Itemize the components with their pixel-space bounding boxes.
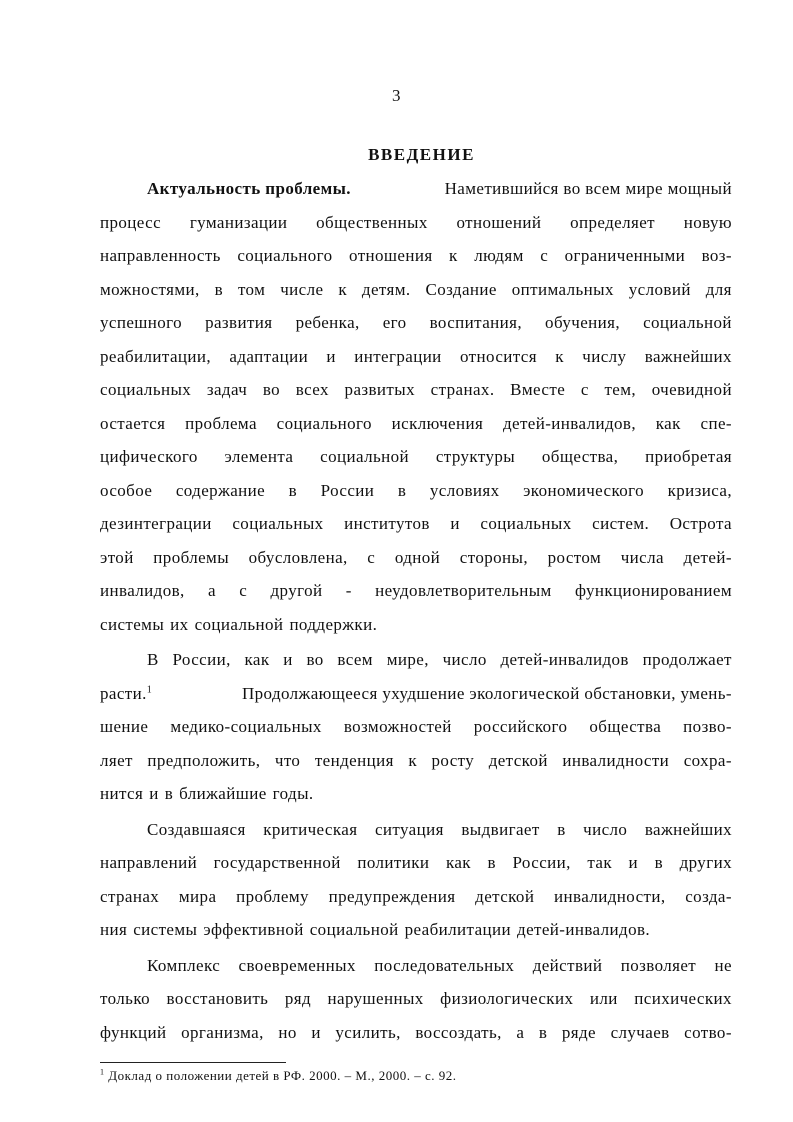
word: последовательных — [374, 955, 515, 975]
word: общественных — [316, 212, 428, 232]
word: к — [338, 279, 347, 299]
word: социальных — [232, 514, 324, 533]
word: ряд — [284, 989, 311, 1008]
word: восстановить — [166, 989, 269, 1008]
word: усилить, — [335, 1022, 401, 1042]
word: одной — [394, 547, 441, 567]
word: мира — [178, 886, 217, 906]
word: В — [147, 650, 159, 669]
word: к — [408, 750, 417, 770]
word: системы — [133, 920, 198, 939]
text-line — [100, 340, 732, 374]
word: социальных — [480, 514, 572, 533]
word: но — [278, 1022, 297, 1042]
word: и — [311, 1022, 321, 1042]
word: политики — [357, 853, 430, 872]
text-line — [100, 440, 732, 474]
text-line — [100, 710, 732, 744]
word: и — [450, 514, 460, 533]
word: число — [583, 819, 628, 839]
word: социального — [276, 413, 372, 433]
word: цифического — [100, 447, 198, 466]
word: и — [628, 853, 639, 872]
word: можностями, — [100, 279, 200, 299]
text-line — [100, 407, 732, 441]
word: кризиса, — [667, 480, 732, 500]
text-line — [100, 777, 732, 811]
word: только — [100, 989, 151, 1008]
word: всем — [337, 650, 373, 669]
word: спе- — [700, 413, 732, 433]
word: этой — [100, 547, 134, 567]
word: ребенка, — [295, 313, 360, 332]
paragraph-2-start — [100, 677, 152, 711]
text-line — [100, 574, 732, 608]
paragraph-1-text: Наметившийся во всем мире мощный — [444, 179, 732, 198]
text-line — [100, 913, 732, 947]
word: позволяет — [620, 955, 697, 975]
word: Комплекс — [147, 955, 221, 975]
word: условий — [628, 279, 691, 299]
word: российского — [473, 717, 568, 736]
text-line — [100, 982, 732, 1016]
word: отношений — [456, 212, 542, 232]
word: ния — [100, 920, 128, 939]
word: реабилитации, — [100, 346, 212, 366]
word: воспитания, — [429, 313, 522, 332]
text-line — [100, 306, 732, 340]
word: с — [239, 581, 248, 600]
word: инвалидности, — [554, 886, 666, 906]
word: критическая — [263, 819, 358, 839]
word: детей-инвалидов — [500, 650, 629, 669]
word: обучения, — [545, 313, 621, 332]
word: задач — [206, 380, 248, 399]
word: действий — [532, 955, 603, 975]
word: социальной — [309, 920, 399, 939]
word: годы. — [272, 784, 314, 803]
word: новую — [683, 212, 732, 232]
text-line — [100, 206, 732, 240]
footnote-reference: 1 — [146, 683, 153, 695]
text-line — [100, 643, 732, 677]
word: ростом — [547, 547, 602, 567]
word: медико-социальных — [170, 717, 322, 736]
word: их — [170, 614, 189, 634]
word: случаев — [610, 1022, 670, 1042]
word: в — [164, 784, 174, 803]
word: или — [589, 989, 618, 1008]
word: проблемы — [153, 547, 230, 567]
word: возможностей — [343, 717, 452, 736]
word: ограниченными — [564, 246, 686, 265]
word: детской — [475, 886, 535, 906]
text-line — [100, 273, 732, 307]
word: институтов — [344, 514, 430, 533]
word: детской — [488, 750, 548, 770]
word: Создание — [425, 279, 497, 299]
word: общества, — [541, 447, 619, 466]
word: детей-инвалидов, — [502, 413, 636, 433]
text-line — [100, 608, 732, 642]
word: функционированием — [575, 581, 732, 600]
word: числу — [582, 346, 627, 366]
word: его — [382, 313, 407, 332]
word: другой — [270, 581, 323, 600]
word: число — [442, 650, 487, 669]
word: созда- — [685, 886, 732, 906]
word: социального — [237, 246, 333, 265]
word: странах — [100, 886, 160, 906]
word: странах. — [430, 380, 495, 399]
word: России — [320, 480, 375, 500]
word: относится — [460, 346, 537, 366]
word: России, — [172, 650, 231, 669]
word: позво- — [683, 717, 732, 736]
word: важнейших — [644, 346, 732, 366]
text-line — [100, 813, 732, 847]
word: успешного — [100, 313, 183, 332]
word: государственной — [213, 853, 341, 872]
word: во — [306, 650, 324, 669]
text-line — [100, 846, 732, 880]
word: ряде — [561, 1022, 596, 1042]
word: России, — [512, 853, 571, 872]
word: к — [449, 246, 458, 265]
word: для — [705, 279, 732, 299]
word: воссоздать, — [415, 1022, 502, 1042]
text-line — [100, 507, 732, 541]
word: том — [237, 279, 266, 299]
word: нится — [100, 784, 144, 803]
word: Создавшаяся — [147, 819, 246, 839]
word: физиологических — [440, 989, 574, 1008]
word: как — [244, 650, 270, 669]
word: социальной — [194, 614, 284, 634]
word: детям. — [361, 279, 411, 299]
word: функций — [100, 1022, 167, 1042]
word: и — [326, 346, 336, 366]
word: оптимальных — [511, 279, 614, 299]
word: росту — [431, 750, 475, 770]
word: сохра- — [683, 750, 732, 770]
word: а — [208, 581, 216, 600]
word: адаптации — [229, 346, 309, 366]
page-number: 3 — [392, 86, 401, 105]
word: развитых — [344, 380, 415, 399]
word: в — [214, 279, 224, 299]
word: детей- — [683, 547, 732, 567]
word: других — [679, 853, 732, 872]
word: важнейших — [644, 819, 732, 839]
text-line — [100, 949, 732, 983]
word: всех — [295, 380, 329, 399]
word: с — [367, 547, 376, 567]
word: с — [580, 380, 589, 399]
word: организма, — [181, 1022, 264, 1042]
word: числа — [620, 547, 664, 567]
word: отношения — [349, 246, 433, 265]
word: к — [555, 346, 564, 366]
word: социальной — [643, 313, 732, 332]
word: поддержки. — [289, 614, 378, 634]
word: в — [654, 853, 664, 872]
body-text — [100, 172, 732, 1049]
text-line — [100, 744, 732, 778]
word: предупреждения — [328, 886, 456, 906]
word: социальных — [100, 380, 192, 399]
word: тенденция — [314, 750, 394, 770]
word: в — [397, 480, 407, 500]
footnote-text: Доклад о положении детей в РФ. 2000. – М., 2000. – с. 92. — [108, 1068, 457, 1083]
word: очевидной — [651, 380, 732, 399]
word: Острота — [669, 514, 732, 533]
word: гуманизации — [189, 212, 288, 232]
word: предположить, — [147, 750, 261, 770]
word: продолжает — [642, 650, 732, 669]
paragraph-2-line-2 — [100, 677, 732, 711]
paragraph-1-line-1 — [100, 172, 732, 206]
footnote — [100, 1068, 732, 1084]
word: людям — [474, 246, 524, 265]
word: условиях — [429, 480, 500, 500]
word: своевременных — [238, 955, 356, 975]
word: стороны, — [459, 547, 529, 567]
word: дезинтеграции — [100, 514, 212, 533]
word: проблему — [236, 886, 309, 906]
word: выдвигает — [461, 819, 540, 839]
word: шение — [100, 717, 149, 736]
word: так — [587, 853, 612, 872]
word: интеграции — [354, 346, 442, 366]
word: ляет — [100, 750, 133, 770]
section-heading: ВВЕДЕНИЕ — [368, 145, 475, 164]
word: инвалидности — [562, 750, 670, 770]
word: в — [557, 819, 566, 839]
word: особое — [100, 480, 153, 500]
word: элемента — [224, 447, 294, 466]
word: что — [274, 750, 301, 770]
word: тем, — [604, 380, 637, 399]
word: не — [714, 955, 732, 975]
word: проблема — [185, 413, 257, 433]
word: и — [283, 650, 293, 669]
paragraph-2-start-text: расти. — [100, 683, 147, 703]
word: а — [516, 1022, 525, 1042]
footnote-marker: 1 — [100, 1067, 105, 1077]
word: числе — [280, 279, 324, 299]
text-line — [100, 239, 732, 273]
word: во — [262, 380, 281, 399]
word: процесс — [100, 212, 162, 232]
word: как — [655, 413, 681, 433]
word: с — [540, 246, 549, 265]
paragraph-1-lead: Актуальность проблемы. — [147, 179, 351, 198]
word: системы — [100, 614, 165, 634]
word: приобретая — [645, 447, 732, 466]
word: инвалидов, — [100, 581, 185, 600]
word: остается — [100, 413, 166, 433]
word: реабилитации — [404, 920, 512, 939]
word: направленность — [100, 246, 221, 265]
word: - — [345, 581, 352, 600]
word: определяет — [570, 212, 655, 232]
word: направлений — [100, 853, 198, 872]
word: в — [487, 853, 496, 872]
word: мире, — [386, 650, 429, 669]
word: обусловлена, — [248, 547, 348, 567]
word: систем. — [592, 514, 650, 533]
word: экономического — [523, 480, 645, 500]
word: исключения — [391, 413, 484, 433]
word: общества — [589, 717, 662, 736]
text-line — [100, 474, 732, 508]
text-line — [100, 1016, 732, 1050]
word: в — [538, 1022, 548, 1042]
text-line — [100, 541, 732, 575]
text-line — [100, 880, 732, 914]
footnote-divider — [100, 1062, 286, 1063]
word: ближайшие — [179, 784, 267, 803]
paragraph-2-text: Продолжающееся ухудшение экологической обстановки, умень- — [241, 683, 732, 703]
word: эффективной — [203, 920, 304, 939]
word: социальной — [320, 447, 410, 466]
word: содержание — [175, 480, 266, 500]
word: развития — [205, 313, 273, 332]
word: и — [149, 784, 159, 803]
word: структуры — [435, 447, 516, 466]
text-line — [100, 373, 732, 407]
word: сотво- — [684, 1022, 732, 1042]
word: нарушенных — [327, 989, 424, 1008]
word: детей-инвалидов. — [517, 920, 651, 939]
word: неудовлетворительным — [375, 581, 552, 600]
word: ситуация — [374, 819, 444, 839]
word: Вместе — [510, 380, 566, 399]
word: воз- — [701, 246, 732, 265]
word: психических — [634, 989, 732, 1008]
word: в — [288, 480, 298, 500]
word: как — [445, 853, 471, 872]
